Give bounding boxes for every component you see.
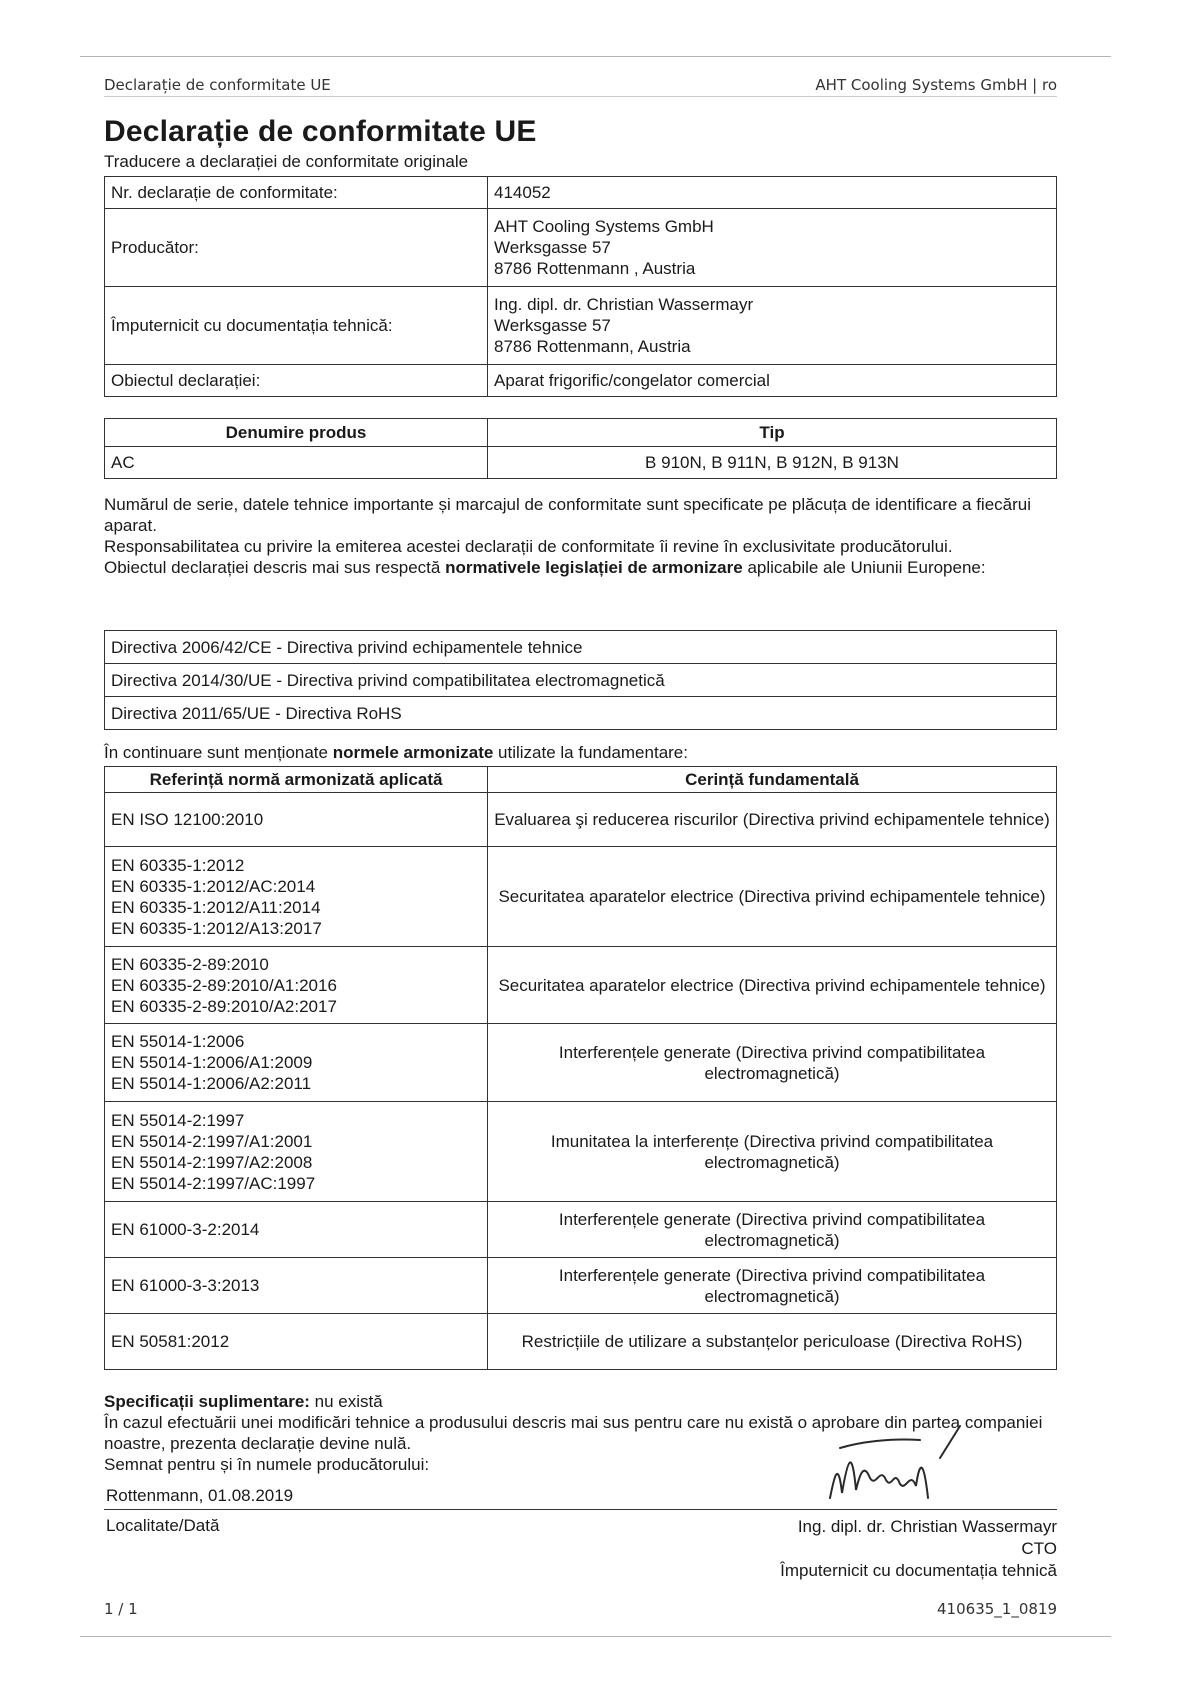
- table-row: [105, 947, 1057, 1024]
- norm-requirement: Interferențele generate (Directiva privind compatibilitatea electromagnetică): [488, 1258, 1057, 1314]
- table-row: [105, 447, 1057, 479]
- signed-text: Semnat pentru și în numele producătorului:: [104, 1455, 430, 1474]
- product-table: [104, 418, 1057, 479]
- norm-requirement: Securitatea aparatelor electrice (Directiva privind echipamentele tehnice): [488, 947, 1057, 1024]
- norm-reference: EN 61000-3-3:2013: [105, 1258, 488, 1314]
- norm-reference: EN 60335-2-89:2010 EN 60335-2-89:2010/A1:2016 EN 60335-2-89:2010/A2:2017: [105, 947, 488, 1024]
- product-name: AC: [105, 447, 488, 479]
- norm-requirement: Securitatea aparatelor electrice (Directiva privind echipamentele tehnice): [488, 847, 1057, 947]
- table-row: [105, 664, 1057, 697]
- norm-requirement: Interferențele generate (Directiva privind compatibilitatea electromagnetică): [488, 1202, 1057, 1258]
- norms-intro-before: În continuare sunt menționate: [104, 743, 333, 762]
- place-date: Rottenmann, 01.08.2019: [106, 1486, 294, 1505]
- norms-table: [104, 766, 1057, 1370]
- table-row: [105, 1102, 1057, 1202]
- type-header: Tip: [488, 419, 1057, 447]
- paragraph-object-bold: normativele legislației de armonizare: [445, 558, 743, 577]
- table-row: [105, 631, 1057, 664]
- signature: [820, 1418, 1020, 1508]
- table-row: [105, 793, 1057, 847]
- norm-requirement: Imunitatea la interferențe (Directiva privind compatibilitatea electromagnetică): [488, 1102, 1057, 1202]
- manufacturer-label: Producător:: [105, 209, 488, 287]
- object-value: Aparat frigorific/congelator comercial: [488, 365, 1057, 397]
- place-date-rule: [104, 1509, 1057, 1510]
- paragraph-serial-text: Numărul de serie, datele tehnice importante și marcajul de conformitate sunt specificate pe plăcuța de identificare a fiecărui aparat.: [104, 495, 1031, 535]
- table-row: [105, 1202, 1057, 1258]
- directives-table: [104, 630, 1057, 730]
- table-row: [105, 847, 1057, 947]
- norm-reference: EN 60335-1:2012 EN 60335-1:2012/AC:2014 EN 60335-1:2012/A11:2014 EN 60335-1:2012/A13:2017: [105, 847, 488, 947]
- signatory-function: Împuternicit cu documentația tehnică: [780, 1561, 1057, 1580]
- declaration-number-label: Nr. declarație de conformitate:: [105, 177, 488, 209]
- table-row: [105, 177, 1057, 209]
- bottom-rule: [80, 1636, 1111, 1637]
- table-row: [105, 1314, 1057, 1370]
- table-row: [105, 209, 1057, 287]
- document-title: Declarație de conformitate UE: [104, 115, 537, 148]
- norm-reference: EN 50581:2012: [105, 1314, 488, 1370]
- manufacturer-value: AHT Cooling Systems GmbH Werksgasse 57 8786 Rottenmann , Austria: [488, 209, 1057, 287]
- directive-machinery: Directiva 2006/42/CE - Directiva privind echipamentele tehnice: [105, 631, 1057, 664]
- header-left: Declarație de conformitate UE: [104, 76, 331, 94]
- norms-intro-bold: normele armonizate: [332, 743, 494, 762]
- table-header-row: [105, 419, 1057, 447]
- signatory-name: Ing. dipl. dr. Christian Wassermayr: [797, 1517, 1057, 1536]
- table-row: [105, 1258, 1057, 1314]
- paragraph-object-after: aplicabile ale Uniunii Europene:: [742, 558, 986, 577]
- norms-intro-after: utilizate la fundamentare:: [493, 743, 688, 762]
- header-right: AHT Cooling Systems GmbH | ro: [815, 76, 1057, 94]
- table-row: [105, 287, 1057, 365]
- place-date-label: Localitate/Dată: [106, 1516, 220, 1535]
- norm-reference: EN 61000-3-2:2014: [105, 1202, 488, 1258]
- paragraph-responsibility: Responsabilitatea cu privire la emiterea acestei declarații de conformitate îi revine în exclusivitate producătorului.: [104, 537, 953, 556]
- spec-label: Specificații suplimentare:: [104, 1392, 310, 1411]
- norm-reference: EN ISO 12100:2010: [105, 793, 488, 847]
- norms-intro: [104, 742, 1059, 763]
- table-row: [105, 1024, 1057, 1102]
- norm-reference: EN 55014-2:1997 EN 55014-2:1997/A1:2001 EN 55014-2:1997/A2:2008 EN 55014-2:1997/AC:1997: [105, 1102, 488, 1202]
- spec-value: nu există: [309, 1392, 383, 1411]
- norm-reference-header: Referință normă armonizată aplicată: [105, 767, 488, 793]
- signatory-role: CTO: [1021, 1539, 1057, 1558]
- table-header-row: [105, 767, 1057, 793]
- document-subtitle: Traducere a declarației de conformitate originale: [104, 152, 469, 171]
- norm-reference: EN 55014-1:2006 EN 55014-1:2006/A1:2009 EN 55014-1:2006/A2:2011: [105, 1024, 488, 1102]
- authorized-person-value: Ing. dipl. dr. Christian Wassermayr Werksgasse 57 8786 Rottenmann, Austria: [488, 287, 1057, 365]
- norm-requirement: Evaluarea şi reducerea riscurilor (Directiva privind echipamentele tehnice): [488, 793, 1057, 847]
- product-name-header: Denumire produs: [105, 419, 488, 447]
- directive-rohs: Directiva 2011/65/UE - Directiva RoHS: [105, 697, 1057, 730]
- footer-code: 410635_1_0819: [937, 1600, 1057, 1618]
- directive-emc: Directiva 2014/30/UE - Directiva privind compatibilitatea electromagnetică: [105, 664, 1057, 697]
- paragraph-object-before: Obiectul declarației descris mai sus respectă: [104, 558, 446, 577]
- modification-text: În cazul efectuării unei modificări tehnice a produsului descris mai sus pentru care nu există o aprobare din partea companiei noastre, prezenta declarație devine nulă.: [104, 1413, 1043, 1453]
- table-row: [105, 697, 1057, 730]
- requirement-header: Cerință fundamentală: [488, 767, 1057, 793]
- table-row: [105, 365, 1057, 397]
- authorized-person-label: Împuternicit cu documentația tehnică:: [105, 287, 488, 365]
- signatory-block: [780, 1516, 1057, 1582]
- norm-requirement: Restricțiile de utilizare a substanțelor periculoase (Directiva RoHS): [488, 1314, 1057, 1370]
- paragraph-serial: [104, 494, 1059, 578]
- product-types: B 910N, B 911N, B 912N, B 913N: [488, 447, 1057, 479]
- declaration-number-value: 414052: [488, 177, 1057, 209]
- info-table: [104, 176, 1057, 397]
- header-rule: [104, 96, 1057, 97]
- top-rule: [80, 56, 1111, 57]
- norm-requirement: Interferențele generate (Directiva privind compatibilitatea electromagnetică): [488, 1024, 1057, 1102]
- footer-page: 1 / 1: [104, 1600, 138, 1618]
- object-label: Obiectul declarației:: [105, 365, 488, 397]
